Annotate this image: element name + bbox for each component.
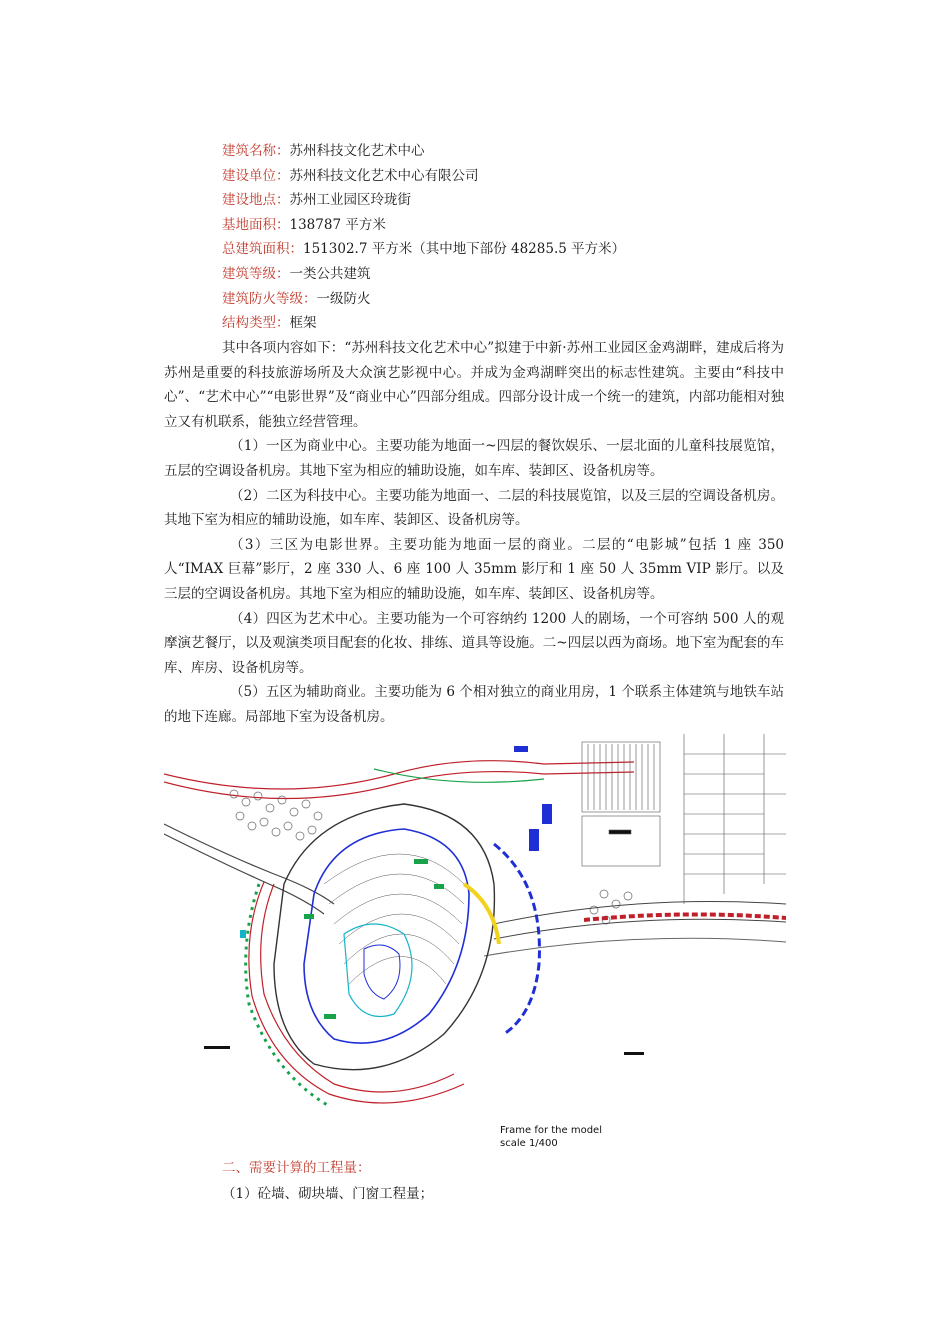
plan-caption-line1: Frame for the model xyxy=(500,1125,602,1136)
project-info xyxy=(222,139,782,336)
calc-item-1: （1）砼墙、砌块墙、门窗工程量； xyxy=(222,1186,434,1202)
intro-paragraph: 其中各项内容如下：“苏州科技文化艺术中心”拟建于中新·苏州工业园区金鸡湖畔，建成后将为苏州是重要的科技旅游场所及大众演艺影视中心。并成为金鸡湖畔突出的标志性建筑。主要由“科技中心”、“艺术中心”“电影世界”及“商业中心”四部分组成。四部分设计成一个统一的建筑，内部功能相对独立又有机联系，能独立经营管理。 xyxy=(164,340,784,430)
plan-caption-line2: scale 1/400 xyxy=(500,1138,558,1149)
info-line-structure: 结构类型：框架 xyxy=(222,315,317,332)
plan-parking xyxy=(582,734,786,904)
info-line-floor-area: 总建筑面积：151302.7 平方米（其中地下部份 48285.5 平方米） xyxy=(222,241,626,258)
plan-building xyxy=(246,804,540,1106)
section-title: 二、需要计算的工程量： xyxy=(222,1160,371,1176)
description-body xyxy=(164,336,784,730)
zone-paragraph-1: （1）一区为商业中心。主要功能为地面一~四层的餐饮娱乐、一层北面的儿童科技展览馆，五层的空调设备机房。其地下室为相应的辅助设施，如车库、装卸区、设备机房等。 xyxy=(164,438,784,479)
info-line-fire-grade: 建筑防火等级：一级防火 xyxy=(222,290,371,307)
info-line-site-area: 基地面积：138787 平方米 xyxy=(222,216,386,233)
zone-paragraph-3: （3）三区为电影世界。主要功能为地面一层的商业。二层的“电影城”包括 1 座 350 人“IMAX 巨幕”影厅，2 座 330 人、6 座 100 人 35mm 影厅和 1 座 50 人 35mm VIP 影厅。以及三层的空调设备机房。其地下室为相应的辅助设施，如车库、装卸区、设备机房等。 xyxy=(164,536,784,602)
zone-paragraph-4: （4）四区为艺术中心。主要功能为一个可容纳约 1200 人的剧场，一个可容纳 500 人的观摩演艺餐厅，以及观演类项目配套的化妆、排练、道具等设施。二~四层以西为商场。地下室为配套的车库、库房、设备机房等。 xyxy=(164,610,784,676)
zone-paragraph-5: （5）五区为辅助商业。主要功能为 6 个相对独立的商业用房，1 个联系主体建筑与地铁车站的地下连廊。局部地下室为设备机房。 xyxy=(164,684,784,725)
site-plan-drawing xyxy=(164,734,786,1140)
plan-caption xyxy=(500,1124,602,1150)
info-line-location: 建设地点：苏州工业园区玲珑街 xyxy=(222,192,411,209)
info-line-owner: 建设单位：苏州科技文化艺术中心有限公司 xyxy=(222,167,479,184)
site-plan-svg xyxy=(164,734,786,1140)
zone-paragraph-2: （2）二区为科技中心。主要功能为地面一、二层的科技展览馆，以及三层的空调设备机房。其地下室为相应的辅助设施，如车库、装卸区、设备机房等。 xyxy=(164,487,784,529)
plan-roads xyxy=(164,761,634,914)
plan-promenade xyxy=(484,902,786,957)
info-line-name: 建筑名称：苏州科技文化艺术中心 xyxy=(222,143,425,159)
info-line-grade: 建筑等级：一类公共建筑 xyxy=(222,265,371,282)
